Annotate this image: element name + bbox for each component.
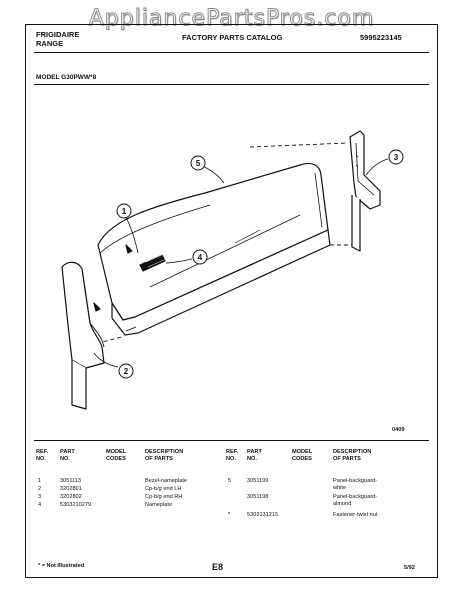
table-row-desc: Nameplate (145, 502, 173, 508)
table-row-ref: 3 (38, 494, 42, 500)
callout-1: 1 (121, 207, 127, 216)
table-row-ref: 5 (228, 478, 232, 484)
table-top-rule (34, 440, 429, 441)
table-row-part: 3202801 (60, 486, 82, 492)
col-model-left: MODEL CODES (106, 449, 127, 462)
col-part-right: PART NO. (247, 449, 262, 462)
table-row-part: 5303210279 (60, 502, 92, 508)
table-row-desc: Panel-backguard- almond (333, 494, 378, 507)
table-row-part: 3051113 (60, 478, 81, 484)
revision-date: 5/92 (404, 565, 415, 571)
not-illustrated-note: * = Not Illustrated (38, 563, 85, 569)
table-row-desc: Fastener-twist nut (333, 512, 378, 518)
end-cap-left (62, 262, 104, 409)
table-row-ref: 4 (38, 502, 42, 508)
callout-4: 4 (197, 253, 203, 262)
exploded-parts-diagram (30, 95, 430, 425)
callout-5: 5 (195, 159, 201, 168)
table-row-desc: Bezel-nameplate (145, 478, 187, 484)
col-desc-left: DESCRIPTION OF PARTS (145, 449, 184, 462)
col-model-right: MODEL CODES (292, 449, 313, 462)
fastener-left (94, 303, 100, 311)
model-number: MODEL G30PWW*8 (36, 74, 97, 81)
table-row-part: 3202802 (60, 494, 82, 500)
catalog-title: FACTORY PARTS CATALOG (182, 33, 283, 42)
watermark: AppliancePartsPros.com (88, 6, 375, 31)
header-rule (34, 52, 429, 53)
callout-3: 3 (393, 153, 399, 162)
col-ref-right: REF. NO. (226, 449, 239, 462)
col-part-left: PART NO. (60, 449, 75, 462)
table-row-part: 3051198 (247, 494, 269, 500)
table-row-ref: * (228, 512, 231, 518)
callout-2: 2 (123, 367, 129, 376)
model-rule (34, 84, 429, 85)
backguard-panel (98, 163, 330, 335)
table-row-desc: Cp-b/g end LH (145, 486, 182, 492)
table-row-ref: 2 (38, 486, 42, 492)
brand-name: FRIGIDAIRE (36, 30, 80, 39)
col-desc-right: DESCRIPTION OF PARTS (333, 449, 372, 462)
page-number: E8 (212, 562, 224, 572)
table-row-part: 3051199 (247, 478, 269, 484)
table-row-ref: 1 (38, 478, 42, 484)
col-ref-left: REF. NO. (36, 449, 49, 462)
end-cap-right (350, 131, 380, 251)
table-row-desc: Cp-b/g end RH (145, 494, 183, 500)
drawing-number: 0409 (392, 427, 405, 433)
catalog-number: 5995223145 (360, 33, 402, 42)
product-type: RANGE (36, 39, 64, 48)
table-row-desc: Panel-backguard- white (333, 478, 378, 491)
table-row-part: 5303131215 (247, 512, 279, 518)
